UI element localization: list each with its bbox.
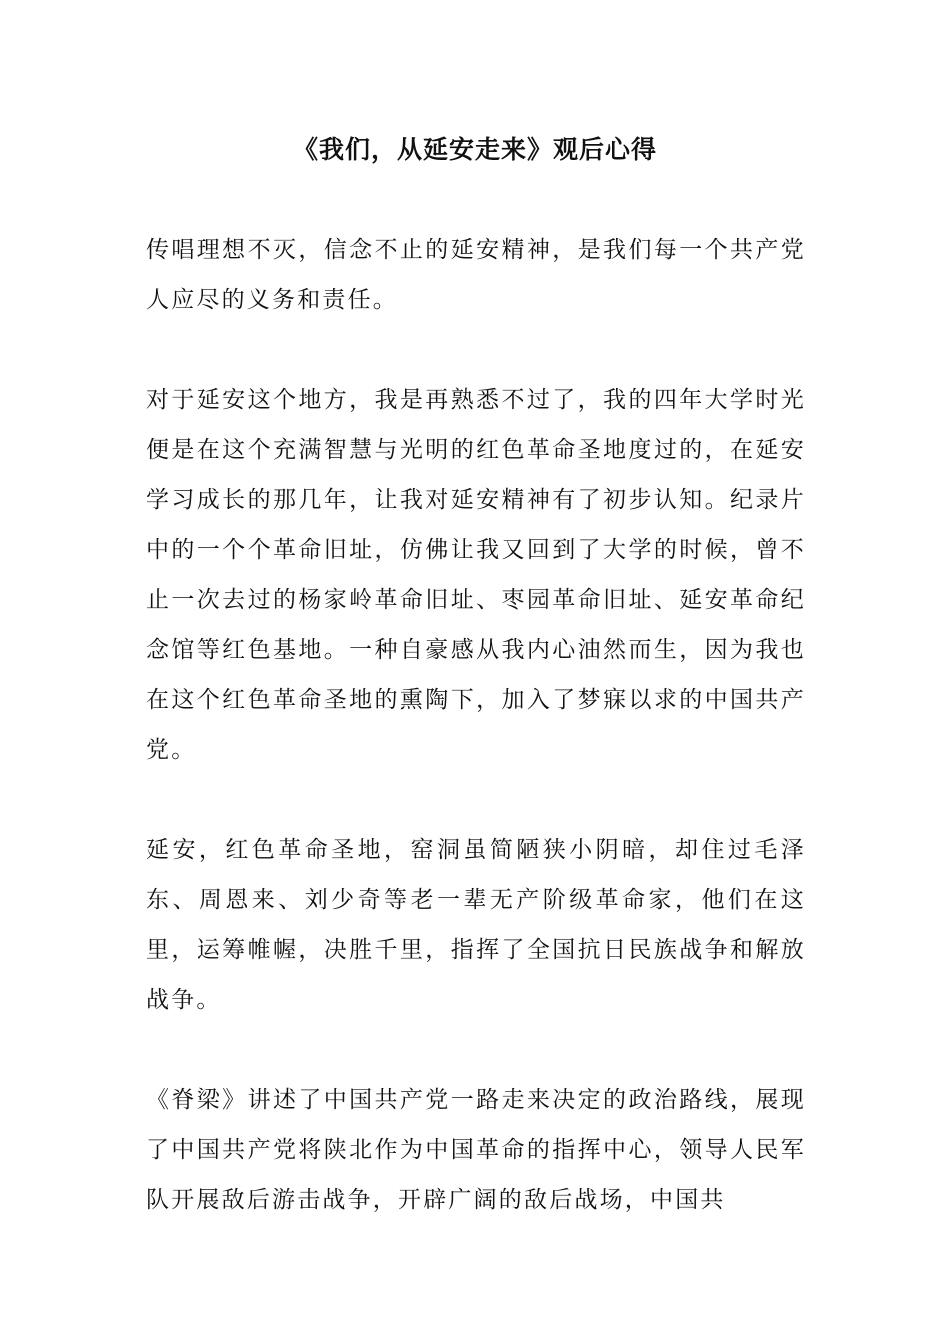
paragraph: 《脊梁》讲述了中国共产党一路走来决定的政治路线，展现了中国共产党将陕北作为中国革命的指挥中心，领导人民军队开展敌后游击战争，开辟广阔的敌后战场，中国共 <box>146 1087 806 1213</box>
document-title: 《我们，从延安走来》观后心得 <box>292 135 657 164</box>
paragraph: 延安，红色革命圣地，窑洞虽简陋狭小阴暗，却住过毛泽东、周恩来、刘少奇等老一辈无产阶级革命家，他们在这里，运筹帷幄，决胜千里，指挥了全国抗日民族战争和解放战争。 <box>146 837 806 1013</box>
paragraph: 对于延安这个地方，我是再熟悉不过了，我的四年大学时光便是在这个充满智慧与光明的红色革命圣地度过的，在延安学习成长的那几年，让我对延安精神有了初步认知。纪录片中的一个个革命旧址，仿佛让我又回到了大学的时候，曾不止一次去过的杨家岭革命旧址、枣园革命旧址、延安革命纪念馆等红色基地。一种自豪感从我内心油然而生，因为我也在这个红色革命圣地的熏陶下，加入了梦寐以求的中国共产党。 <box>146 387 806 763</box>
paragraph: 传唱理想不灭，信念不止的延安精神，是我们每一个共产党人应尽的义务和责任。 <box>146 237 806 313</box>
document-body <box>146 225 806 1275</box>
